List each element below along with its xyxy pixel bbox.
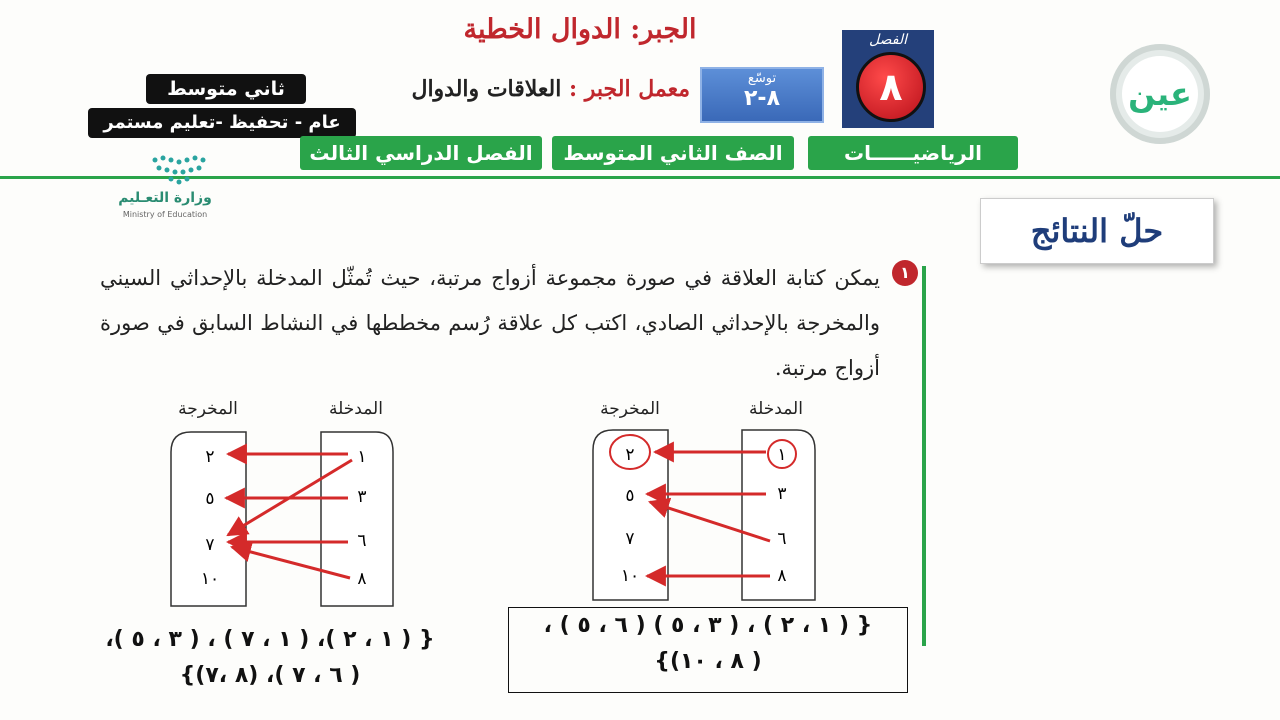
output-label: المخرجة bbox=[178, 399, 238, 419]
chapter-label: الفصل bbox=[869, 32, 907, 48]
output-value: ١٠ bbox=[620, 566, 640, 586]
tab-subject: الرياضيــــــات bbox=[808, 136, 1018, 170]
answer-box-right bbox=[508, 607, 908, 693]
output-value: ٧ bbox=[625, 529, 635, 549]
output-value: ٥ bbox=[205, 489, 215, 509]
grade-tag: ثاني متوسط bbox=[146, 74, 306, 104]
output-value: ٧ bbox=[205, 535, 215, 555]
diagram-left bbox=[171, 399, 393, 606]
question-text: يمكن كتابة العلاقة في صورة مجموعة أزواج مرتبة، حيث تُمثّل المدخلة بالإحداثي السيني والمخرجة بالإحداثي الصادي، اكتب كل علاقة رُسم مخططها في النشاط السابق في صورة أزواج مرتبة. bbox=[100, 266, 880, 380]
section-title: حلّ النتائج bbox=[980, 198, 1214, 264]
answer-line: ( ٨ ، ١٠)} bbox=[654, 649, 762, 674]
input-value: ٦ bbox=[777, 529, 787, 549]
input-value: ٣ bbox=[357, 487, 367, 507]
answer-left bbox=[70, 622, 470, 694]
output-value: ١٠ bbox=[200, 569, 220, 589]
input-label: المدخلة bbox=[329, 399, 383, 419]
output-label: المخرجة bbox=[600, 399, 660, 419]
tracks-tag: عام - تحفيظ -تعليم مستمر bbox=[88, 108, 356, 138]
tab-grade: الصف الثاني المتوسط bbox=[552, 136, 794, 170]
input-value: ١ bbox=[777, 445, 787, 465]
input-label: المدخلة bbox=[749, 399, 803, 419]
ain-logo-text: عين bbox=[1122, 56, 1198, 132]
answer-line: { ( ١ ، ٢ )، ( ١ ، ٧ ) ، ( ٣ ، ٥ )، bbox=[105, 627, 435, 652]
diagram-right bbox=[593, 399, 815, 600]
answer-line: ( ٦ ، ٧ )، (٨ ،٧)} bbox=[179, 663, 361, 688]
output-value: ٢ bbox=[625, 445, 635, 465]
page-title: الجبر: الدوال الخطية bbox=[463, 14, 697, 45]
tab-term: الفصل الدراسي الثالث bbox=[300, 136, 542, 170]
lab-label: معمل الجبر : bbox=[568, 76, 690, 102]
lesson-number: ٨-٢ bbox=[743, 86, 780, 111]
input-value: ٨ bbox=[777, 566, 787, 586]
answer-line: { ( ١ ، ٢ ) ، ( ٣ ، ٥ ) ( ٦ ، ٥ ) ، bbox=[543, 613, 873, 638]
question-number: ١ bbox=[892, 260, 918, 286]
input-value: ٣ bbox=[777, 484, 787, 504]
input-value: ١ bbox=[357, 447, 367, 467]
input-value: ٦ bbox=[357, 531, 367, 551]
input-value: ٨ bbox=[357, 569, 367, 589]
output-value: ٥ bbox=[625, 486, 635, 506]
ministry-name-en: Ministry of Education bbox=[122, 210, 208, 219]
lab-topic: العلاقات والدوال bbox=[411, 76, 562, 102]
extension-label: توسّع bbox=[747, 71, 777, 86]
chapter-number: ٨ bbox=[856, 52, 926, 122]
output-value: ٢ bbox=[205, 447, 215, 467]
ministry-name-ar: وزارة التعـليم bbox=[118, 190, 212, 206]
